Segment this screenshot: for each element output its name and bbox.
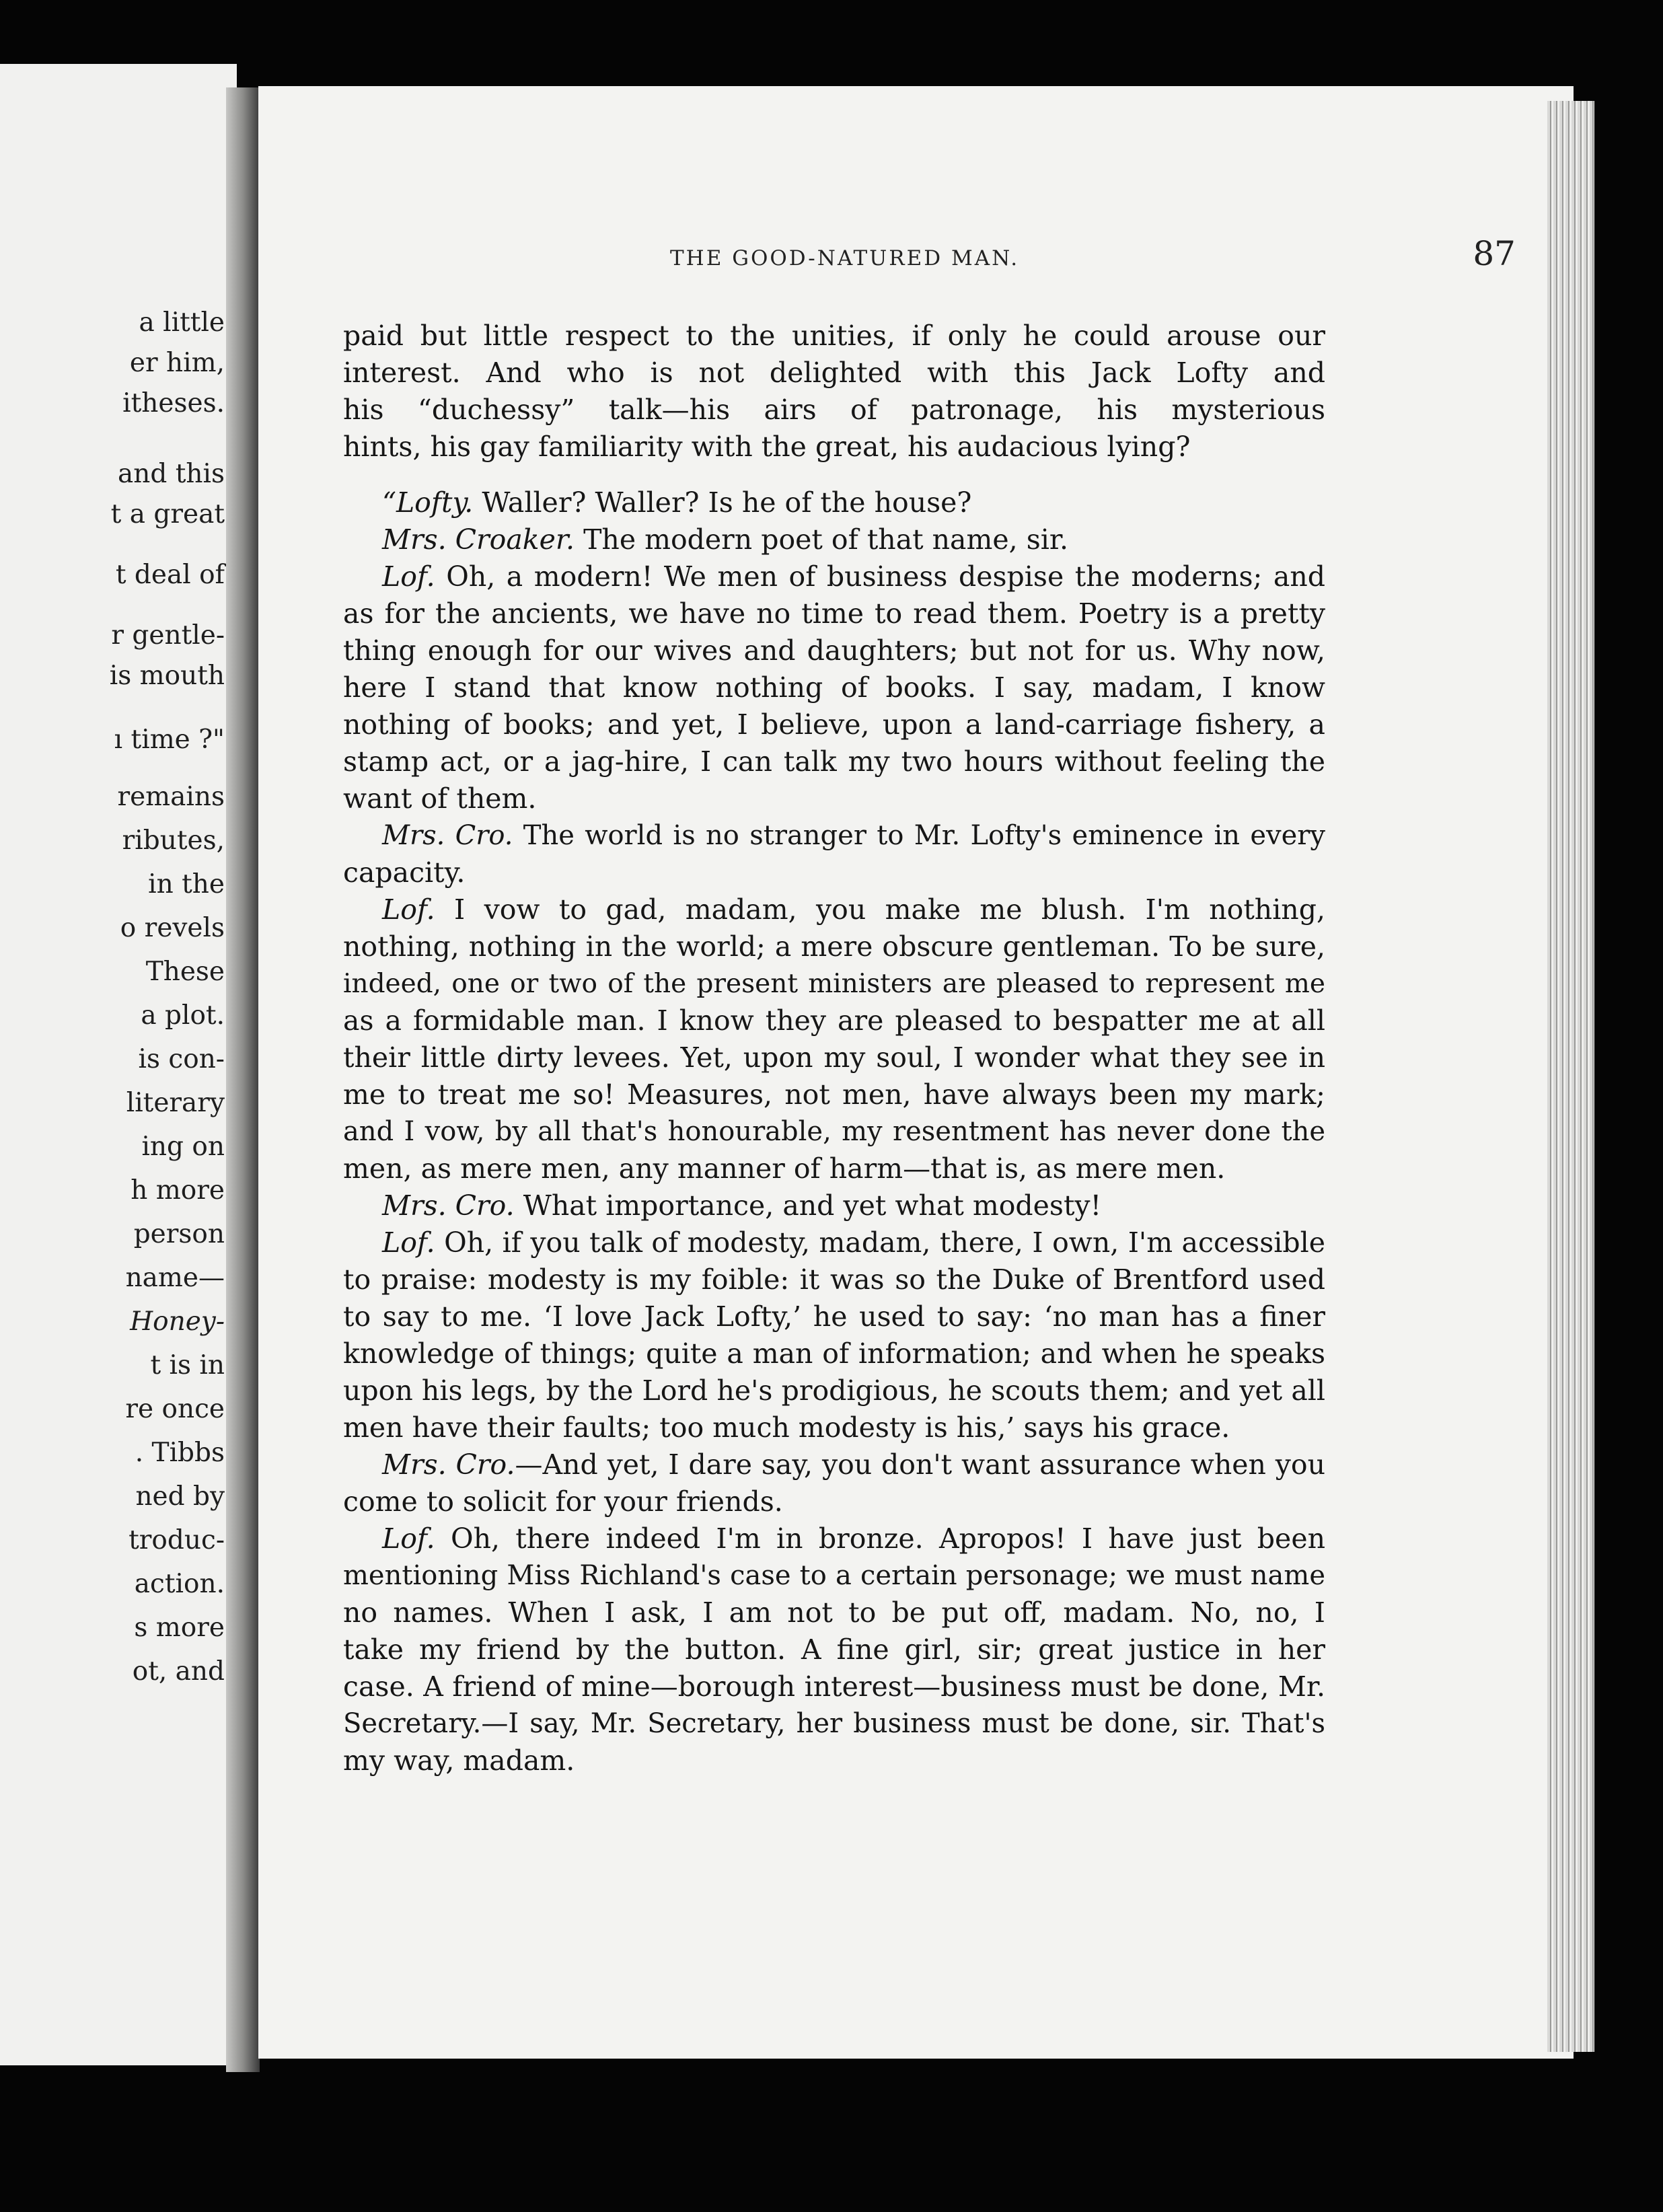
speech-text: take my friend by the button. A fine girl, sir; great justice in her [343, 1633, 1325, 1666]
left-page-fragment: r gentle- [111, 620, 225, 651]
dialogue-line [343, 1372, 1325, 1409]
speaker-name: Mrs. Cro. [382, 1189, 515, 1222]
speech-text: indeed, one or two of the present ministers are pleased to represent me [343, 969, 1325, 999]
speech-text: —And yet, I dare say, you don't want assurance when you [515, 1448, 1325, 1481]
left-page-fragment: re once [125, 1394, 225, 1424]
speech-text: nothing, nothing in the world; a mere obscure gentleman. To be sure, [343, 930, 1325, 963]
speech-text: want of them. [343, 782, 537, 815]
dialogue-speech [343, 817, 1325, 891]
intro-line: interest. And who is not delighted with this Jack Lofty and [343, 357, 1325, 389]
speech-text: my way, madam. [343, 1744, 575, 1777]
speech-text: their little dirty levees. Yet, upon my soul, I wonder what they see in [343, 1041, 1325, 1074]
left-page-fragment: ned by [135, 1481, 225, 1512]
speaker-name: Mrs. Cro. [382, 820, 513, 851]
left-page-fragment: remains [117, 782, 225, 812]
dialogue-line [343, 595, 1325, 632]
dialogue-line [343, 1409, 1325, 1446]
speech-text: men have their faults; too much modesty is his,’ says his grace. [343, 1411, 1230, 1444]
dialogue-line [343, 1261, 1325, 1298]
dialogue-line [343, 891, 1325, 928]
page-edges [1547, 101, 1594, 2052]
speech-text: to praise: modesty is my foible: it was so the Duke of Brentford used [343, 1263, 1325, 1296]
left-page [0, 64, 237, 2065]
speech-text: here I stand that know nothing of books. I say, madam, I know [343, 671, 1325, 704]
dialogue-line [343, 1076, 1325, 1113]
speech-text: upon his legs, by the Lord he's prodigious, he scouts them; and yet all [343, 1374, 1325, 1407]
speech-text: What importance, and yet what modesty! [514, 1189, 1102, 1222]
dialogue-line [343, 484, 1325, 521]
dialogue-line [343, 817, 1325, 854]
left-page-fragment: name— [125, 1263, 225, 1293]
left-page-fragment: s more [134, 1613, 225, 1643]
left-page-fragment: . Tibbs [135, 1438, 225, 1468]
dialogue-line [343, 1150, 1325, 1187]
speaker-name: Mrs. Cro. [382, 1448, 515, 1481]
left-page-fragment: in the [148, 869, 225, 899]
dialogue-line [343, 1520, 1325, 1557]
dialogue-line [343, 1483, 1325, 1520]
speech-text: The world is no stranger to Mr. Lofty's eminence in every [513, 820, 1325, 851]
left-page-fragment: troduc- [128, 1525, 225, 1555]
page-number: 87 [1473, 234, 1516, 273]
left-page-fragment: literary [126, 1088, 225, 1118]
speaker-name: Lof. [382, 893, 435, 926]
dialogue-speech [343, 1446, 1325, 1520]
running-head: THE GOOD-NATURED MAN. [670, 246, 1020, 270]
speech-text: come to solicit for your friends. [343, 1485, 783, 1518]
dialogue-speech [343, 558, 1325, 817]
left-page-fragment: itheses. [122, 388, 225, 418]
dialogue-line [343, 1039, 1325, 1076]
left-page-fragment: ot, and [132, 1656, 225, 1687]
dialogue-line [343, 558, 1325, 595]
dialogue-line [343, 632, 1325, 669]
section-gap [343, 466, 1325, 484]
dialogue-line [343, 928, 1325, 965]
page-text [343, 318, 1325, 1779]
speech-text: to say to me. ‘I love Jack Lofty,’ he used to say: ‘no man has a finer [343, 1300, 1325, 1333]
speaker-name: Mrs. Croaker. [382, 523, 575, 556]
dialogue-speech [343, 521, 1325, 558]
speech-text: men, as mere men, any manner of harm—that is, as mere men. [343, 1152, 1226, 1185]
left-page-fragment: t deal of [115, 560, 225, 590]
speech-text: Oh, a modern! We men of business despise the moderns; and [435, 560, 1325, 593]
book-gutter [226, 87, 260, 2072]
speaker-name: Lof. [382, 1522, 435, 1555]
intro-line: paid but little respect to the unities, if only he could arouse our [343, 320, 1325, 352]
dialogue-line [343, 1742, 1325, 1779]
speech-text: as for the ancients, we have no time to read them. Poetry is a pretty [343, 597, 1325, 630]
dialogue-line [343, 1335, 1325, 1372]
left-page-fragment: a little [139, 307, 225, 338]
dialogue-line [343, 743, 1325, 780]
left-page-fragment: and this [117, 459, 225, 489]
left-page-fragment: is mouth [109, 661, 225, 691]
left-page-fragment: h more [131, 1175, 225, 1206]
dialogue-line [343, 854, 1325, 891]
dialogue-speech [343, 484, 1325, 521]
speech-text: I vow to gad, madam, you make me blush. I'm nothing, [435, 893, 1325, 926]
speech-text: mentioning Miss Richland's case to a certain personage; we must name [343, 1560, 1325, 1591]
speech-text: as a formidable man. I know they are pleased to bespatter me at all [343, 1004, 1325, 1037]
dialogue-line [343, 1298, 1325, 1335]
dialogue-speech [343, 891, 1325, 1187]
dialogue-speech [343, 1224, 1325, 1446]
speech-text: Waller? Waller? Is he of the house? [473, 486, 972, 519]
dialogue-line [343, 521, 1325, 558]
dialogue-line [343, 1668, 1325, 1705]
dialogue-speech [343, 1187, 1325, 1224]
dialogue-line [343, 1705, 1325, 1742]
dialogue-speech [343, 1520, 1325, 1779]
dialogue-line [343, 1224, 1325, 1261]
speaker-name: Lof. [382, 560, 435, 593]
intro-line: his “duchessy” talk—his airs of patronage, his mysterious [343, 394, 1325, 426]
left-page-fragment: o revels [120, 913, 225, 943]
dialogue-line [343, 1113, 1325, 1150]
dialogue-line [343, 706, 1325, 743]
speaker-name: Lof. [382, 1226, 435, 1259]
dialogue-line [343, 965, 1325, 1002]
left-page-fragment: ı time ?" [114, 725, 225, 755]
speech-text: case. A friend of mine—borough interest—business must be done, Mr. [343, 1670, 1325, 1703]
dialogue-line [343, 1594, 1325, 1631]
left-page-fragment: er him, [129, 348, 225, 378]
dialogue-line [343, 1187, 1325, 1224]
speech-text: thing enough for our wives and daughters; but not for us. Why now, [343, 634, 1325, 667]
speech-text: knowledge of things; quite a man of information; and when he speaks [343, 1337, 1325, 1370]
intro-line: hints, his gay familiarity with the great, his audacious lying? [343, 431, 1191, 463]
left-page-fragment: person [133, 1219, 225, 1249]
left-page-fragment: Honey- [130, 1306, 225, 1337]
speech-text: Oh, if you talk of modesty, madam, there, I own, I'm accessible [435, 1226, 1325, 1259]
dialogue-line [343, 780, 1325, 817]
left-page-fragment: t a great [110, 499, 225, 529]
speech-text: no names. When I ask, I am not to be put off, madam. No, no, I [343, 1596, 1325, 1629]
speech-text: me to treat me so! Measures, not men, have always been my mark; [343, 1078, 1325, 1111]
dialogue-line [343, 669, 1325, 706]
speech-text: stamp act, or a jag-hire, I can talk my two hours without feeling the [343, 745, 1325, 778]
speech-text: and I vow, by all that's honourable, my resentment has never done the [343, 1116, 1325, 1147]
left-page-fragment: is con- [138, 1044, 225, 1074]
speech-text: nothing of books; and yet, I believe, upon a land-carriage fishery, a [343, 708, 1325, 741]
speech-text: Oh, there indeed I'm in bronze. Apropos! I have just been [435, 1522, 1325, 1555]
left-page-fragment: a plot. [141, 1000, 225, 1031]
speaker-name: “Lofty. [382, 486, 474, 519]
speech-text: Secretary.—I say, Mr. Secretary, her business must be done, sir. That's [343, 1708, 1325, 1739]
left-page-fragment: ing on [141, 1132, 225, 1162]
dialogue-line [343, 1557, 1325, 1594]
left-page-fragment: These [145, 957, 225, 987]
left-page-fragment: ributes, [122, 825, 225, 856]
speech-text: capacity. [343, 856, 466, 889]
speech-text: The modern poet of that name, sir. [575, 523, 1068, 556]
left-page-fragment: t is in [150, 1350, 225, 1380]
dialogue-line [343, 1002, 1325, 1039]
left-page-fragment: action. [134, 1569, 225, 1599]
dialogue-line [343, 1631, 1325, 1668]
dialogue-line [343, 1446, 1325, 1483]
right-page [258, 86, 1574, 2059]
